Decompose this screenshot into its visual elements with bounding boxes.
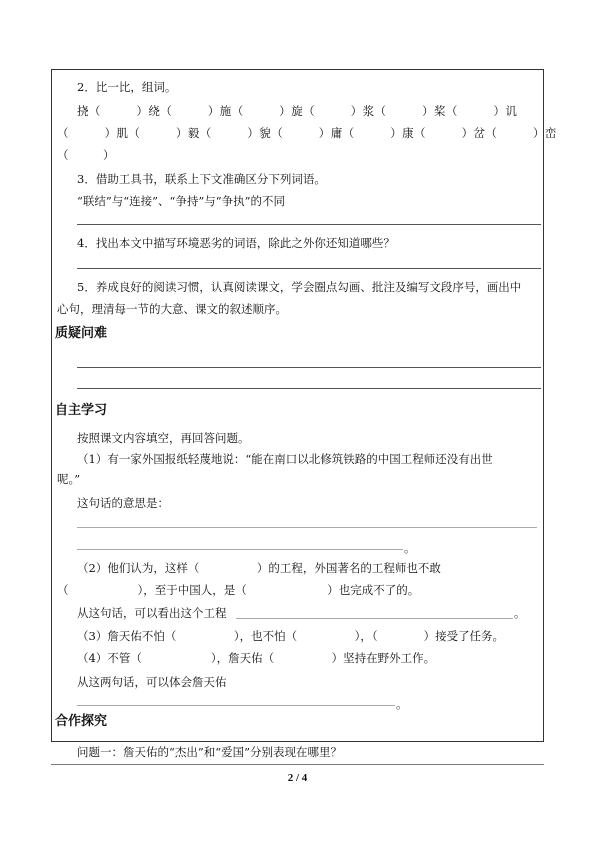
meaning-period: 。 — [404, 541, 416, 555]
conclusion-answer-line[interactable] — [77, 705, 395, 706]
q3-answer-line[interactable] — [77, 224, 541, 225]
q4-title: 4．找出本文中描写环境恶劣的词语，除此之外你还知道哪些？ — [77, 236, 395, 250]
q3-text: “联结”与“连接”、“争持”与“争执”的不同 — [77, 194, 286, 208]
q2-title: 2．比一比，组词。 — [77, 80, 177, 94]
q2-row1: 挠（ ）绕（ ）施（ ）旋（ ）浆（ ）桨（ ）讥 — [77, 104, 518, 118]
meaning-answer-line-2[interactable] — [77, 549, 403, 550]
q5-line1: 5．养成良好的阅读习惯，认真阅读课文，学会圈点勾画、批注及编写文段序号，画出中 — [77, 280, 522, 294]
project-period: 。 — [514, 606, 526, 620]
self-study-item2-line2: （ ），至于中国人，是（ ）也完成不了的。 — [57, 583, 420, 597]
self-study-intro: 按照课文内容填空，再回答问题。 — [77, 431, 250, 445]
q3-title: 3．借助工具书，联系上下文准确区分下列词语。 — [77, 172, 326, 186]
q2-row2: （ ）肌（ ）毅（ ）貌（ ）庸（ ）康（ ）岔（ ）峦 — [57, 126, 557, 140]
q2-row3: （ ） — [57, 148, 115, 162]
conclusion-period: 。 — [396, 697, 408, 711]
q4-answer-line[interactable] — [77, 268, 541, 269]
self-study-item3: （3）詹天佑不怕（ ），也不怕（ ），（ ）接受了任务。 — [77, 629, 505, 643]
cooperate-question-1: 问题一：詹天佑的“杰出”和“爱国”分别表现在哪里？ — [77, 745, 343, 759]
self-study-item2-line3: 从这句话，可以看出这个工程 — [77, 606, 227, 620]
page-bottom-rule — [51, 764, 544, 765]
section-question-heading: 质疑问难 — [55, 326, 108, 341]
project-answer-line[interactable] — [236, 618, 513, 619]
self-study-item4: （4）不管（ ），詹天佑（ ）坚持在野外工作。 — [77, 651, 436, 665]
question-answer-line-2[interactable] — [77, 388, 541, 389]
q5-line2: 心句，理清每一节的大意、课文的叙述顺序。 — [57, 302, 287, 316]
section-cooperate-heading: 合作探究 — [55, 714, 108, 729]
self-study-item1-line1: （1）有一家外国报纸轻蔑地说：“能在南口以北修筑铁路的中国工程师还没有出世 — [77, 452, 493, 466]
page-number: 2 / 4 — [287, 772, 308, 784]
self-study-item2-line1: （2）他们认为，这样（ ）的工程，外国著名的工程师也不敢 — [77, 561, 441, 575]
section-self-study-heading: 自主学习 — [55, 403, 108, 418]
self-study-item1-line2: 呢。” — [57, 472, 81, 486]
question-answer-line-1[interactable] — [77, 367, 541, 368]
meaning-label: 这句话的意思是： — [77, 496, 169, 510]
conclusion-label: 从这两句话，可以体会詹天佑 — [77, 675, 227, 689]
meaning-answer-line-1[interactable] — [77, 527, 537, 528]
